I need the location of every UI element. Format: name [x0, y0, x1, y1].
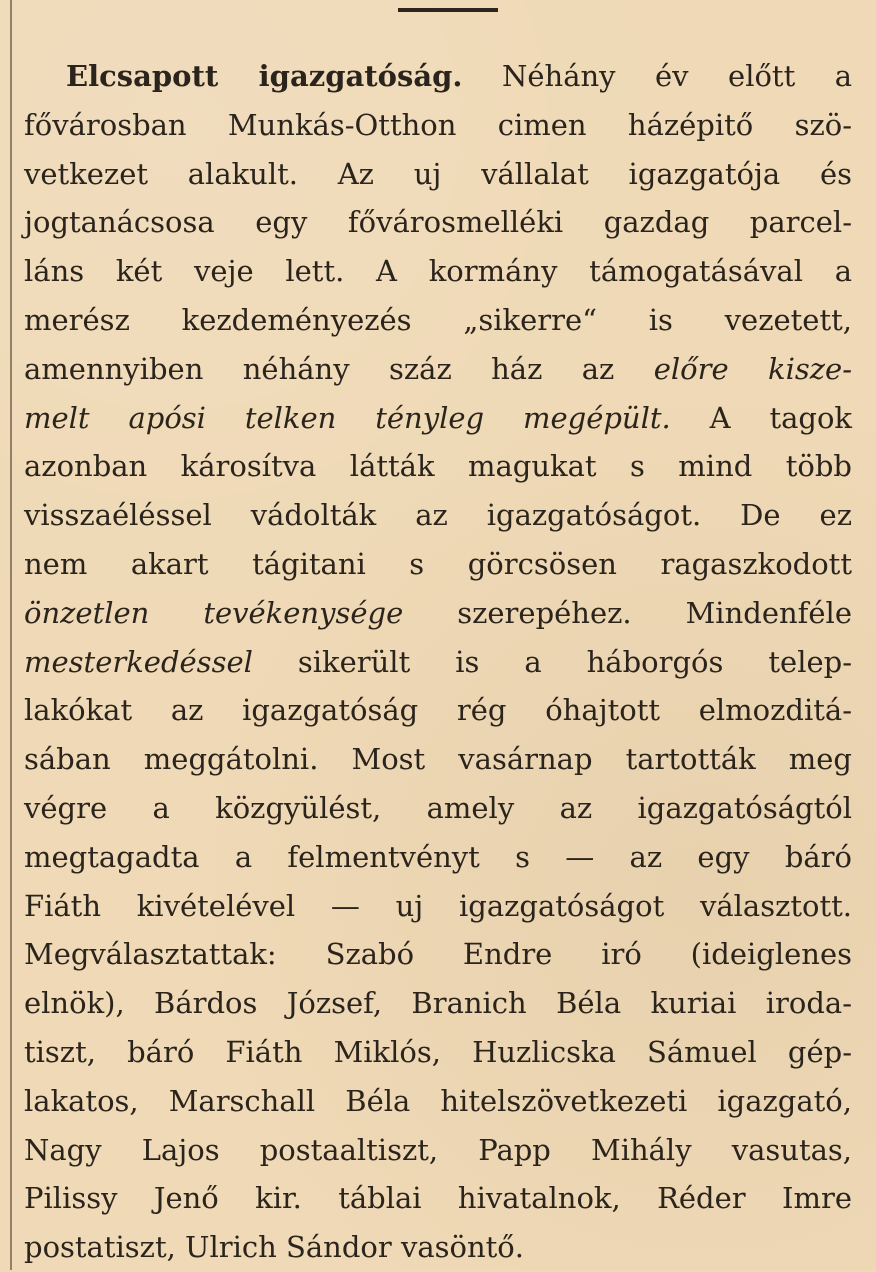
article-line: [24, 247, 852, 296]
body-text: visszaéléssel vádolták az igazgatóságot. De ez: [24, 498, 852, 533]
article-line: [24, 394, 852, 443]
body-text: azonban károsítva látták magukat s mind több: [24, 449, 852, 484]
emphasized-text: önzetlen tevékenysége: [24, 595, 404, 630]
article-line: [24, 1223, 852, 1272]
body-text: lakókat az igazgatóság rég óhajtott elmozditá-: [24, 693, 852, 728]
section-divider: [398, 8, 498, 12]
article-line: [24, 150, 852, 199]
article-line: [24, 198, 852, 247]
article-line: [24, 1028, 852, 1077]
article-line: [24, 638, 852, 687]
body-text: jogtanácsosa egy fővárosmelléki gazdag parcel-: [24, 205, 852, 240]
article-line: [24, 296, 852, 345]
body-text: vetkezet alakult. Az uj vállalat igazgatója és: [24, 156, 852, 191]
body-text: elnök), Bárdos József, Branich Béla kuriai iroda-: [24, 986, 852, 1021]
body-text: Fiáth kivételével — uj igazgatóságot választott.: [24, 888, 852, 923]
article-line: [24, 686, 852, 735]
body-text: lakatos, Marschall Béla hitelszövetkezeti igazgató,: [24, 1083, 852, 1118]
article-line: [24, 833, 852, 882]
news-article: [24, 52, 852, 1272]
body-text: megtagadta a felmentvényt s — az egy báró: [24, 839, 852, 874]
article-line: [24, 589, 852, 638]
article-line: [24, 930, 852, 979]
body-text: Néhány év előtt a: [462, 59, 852, 93]
article-first-line: [24, 52, 852, 101]
article-line: [24, 1126, 852, 1175]
emphasized-text: melt apósi telken tényleg megépült.: [24, 400, 671, 435]
article-line: [24, 882, 852, 931]
body-text: Pilissy Jenő kir. táblai hivatalnok, Réder Imre: [24, 1181, 852, 1216]
body-text: nem akart tágitani s görcsösen ragaszkodott: [24, 546, 852, 581]
article-line: [24, 442, 852, 491]
article-line: [24, 491, 852, 540]
article-line: [24, 1174, 852, 1223]
article-line: [24, 784, 852, 833]
body-text: postatiszt, Ulrich Sándor vasöntő.: [24, 1230, 524, 1265]
body-text: szerepéhez. Mindenféle: [403, 595, 852, 630]
body-text: sikerült is a háborgós telep-: [252, 644, 852, 679]
body-text: láns két veje lett. A kormány támogatásával a: [24, 254, 852, 289]
body-text: merész kezdeményezés „sikerre“ is vezetett,: [24, 302, 852, 337]
body-text: Megválasztattak: Szabó Endre iró (ideiglenes: [24, 937, 852, 972]
body-text: Nagy Lajos postaaltiszt, Papp Mihály vasutas,: [24, 1132, 852, 1167]
article-line: [24, 1077, 852, 1126]
article-line: [24, 540, 852, 589]
article-line: [24, 735, 852, 784]
column-border: [10, 0, 12, 1270]
article-line: [24, 345, 852, 394]
article-headline: Elcsapott igazgatóság.: [66, 59, 463, 93]
body-text: tiszt, báró Fiáth Miklós, Huzlicska Sámuel gép-: [24, 1034, 852, 1069]
body-text: A tagok: [670, 400, 852, 435]
body-text: amennyiben néhány száz ház az: [24, 351, 654, 386]
body-text: végre a közgyülést, amely az igazgatóságtól: [24, 790, 852, 825]
emphasized-text: mesterkedéssel: [24, 644, 253, 679]
article-line: [24, 101, 852, 150]
body-text: sában meggátolni. Most vasárnap tartották meg: [24, 742, 852, 777]
emphasized-text: előre kisze-: [653, 351, 852, 386]
body-text: fővárosban Munkás-Otthon cimen házépitő szö-: [24, 107, 852, 142]
article-line: [24, 979, 852, 1028]
